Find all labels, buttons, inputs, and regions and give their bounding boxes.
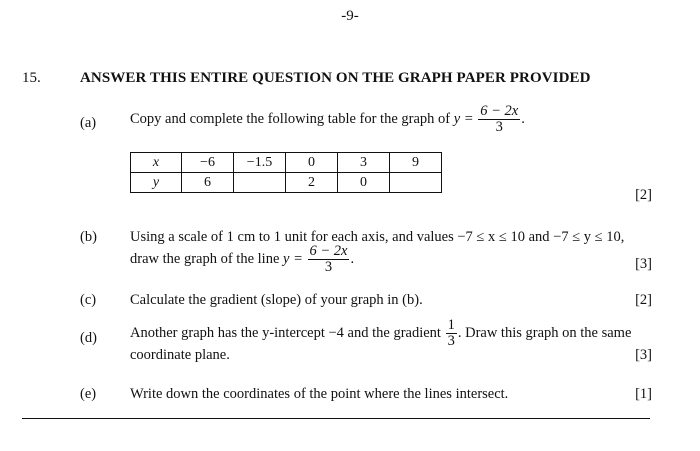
part-d-fraction-denominator: 3 [447,333,455,350]
part-d-fraction [446,318,457,349]
question-heading: ANSWER THIS ENTIRE QUESTION ON THE GRAPH PAPER PROVIDED [80,70,591,86]
part-a-fraction-denominator: 3 [495,119,503,136]
part-d-marks: [3] [635,347,652,363]
part-e-label: (e) [80,386,97,402]
table-row-x [131,153,442,173]
part-b-line2 [130,244,354,275]
table-cell [390,173,442,193]
values-table [130,152,442,193]
part-e-marks: [1] [635,386,652,402]
page-number: -9- [341,8,359,24]
table-cell: 2 [286,173,338,193]
part-a-label: (a) [80,115,97,131]
part-b-eq-end: . [350,251,355,268]
table-cell: 9 [390,153,442,173]
part-c-text: Calculate the gradient (slope) of your graph in (b). [130,292,423,308]
part-a-eq-end: . [521,111,525,128]
part-b-marks: [3] [635,256,652,272]
table-cell: 6 [182,173,234,193]
part-b-instruction: draw the graph of the line [130,251,280,268]
part-e-text: Write down the coordinates of the point where the lines intersect. [130,386,509,402]
part-d-fraction-numerator: 1 [447,317,455,333]
question-number: 15. [22,70,41,86]
part-d-label: (d) [80,330,97,346]
part-b-eq-lhs: y = [283,251,303,268]
part-a-marks: [2] [635,187,652,203]
table-cell: y [131,173,182,193]
part-b-fraction-numerator: 6 − 2x [309,243,348,259]
table-cell: −1.5 [234,153,286,173]
table-cell: 0 [286,153,338,173]
table-cell: 3 [338,153,390,173]
part-c-marks: [2] [635,292,652,308]
part-a-instruction: Copy and complete the following table for the graph of [130,111,451,128]
part-b-line1: Using a scale of 1 cm to 1 unit for each axis, and values −7 ≤ x ≤ 10 and −7 ≤ y ≤ 10, [130,229,625,245]
part-a-fraction-numerator: 6 − 2x [480,103,519,119]
part-d-text-after: . Draw this graph on the same [457,325,632,342]
part-d-line1 [130,318,631,349]
part-a-fraction [478,104,520,135]
table-cell [234,173,286,193]
part-b-fraction [308,244,350,275]
part-b-label: (b) [80,229,97,245]
part-a-eq-lhs: y = [453,111,474,128]
table-cell: −6 [182,153,234,173]
part-d-line2: coordinate plane. [130,347,230,363]
bottom-divider [22,418,650,419]
table-row-y [131,173,442,193]
part-b-fraction-denominator: 3 [324,259,333,276]
part-a-text [130,104,525,135]
part-c-label: (c) [80,292,97,308]
part-d-text-before: Another graph has the y-intercept −4 and the gradient [130,325,441,342]
table-cell: 0 [338,173,390,193]
table-cell: x [131,153,182,173]
